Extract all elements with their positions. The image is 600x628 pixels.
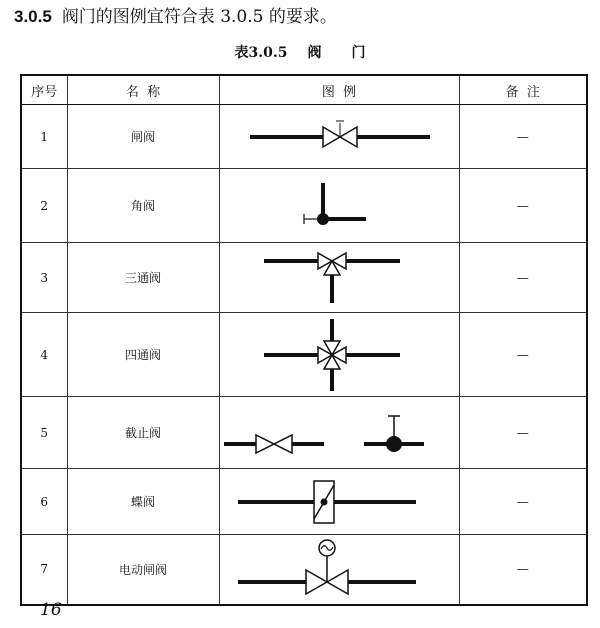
gate-valve-symbol-icon — [220, 113, 460, 161]
row-no: 3 — [21, 243, 67, 313]
table-title-part-1: 阀 — [307, 45, 322, 61]
row-name: 三通阀 — [67, 243, 219, 313]
row-note: — — [459, 469, 587, 535]
row-name: 电动闸阀 — [67, 535, 219, 605]
header-no: 序号 — [21, 75, 67, 105]
row-note: — — [459, 105, 587, 169]
table-caption — [0, 44, 600, 62]
row-symbol — [219, 243, 459, 313]
row-note: — — [459, 535, 587, 605]
table-header-row — [21, 75, 587, 105]
row-name: 闸阀 — [67, 105, 219, 169]
row-symbol — [219, 469, 459, 535]
section-number: 3.0.5 — [14, 7, 52, 26]
table-title-part-2: 门 — [351, 45, 366, 61]
valve-legend-table — [20, 74, 588, 606]
section-text: 阀门的图例宜符合表 3.0.5 的要求。 — [61, 7, 337, 27]
row-symbol — [219, 169, 459, 243]
row-name: 截止阀 — [67, 397, 219, 469]
row-note: — — [459, 313, 587, 397]
three-way-valve-symbol-icon — [220, 247, 460, 309]
row-no: 6 — [21, 469, 67, 535]
row-no: 5 — [21, 397, 67, 469]
four-way-valve-symbol-icon — [220, 317, 460, 393]
table-row — [21, 469, 587, 535]
table-row — [21, 243, 587, 313]
row-no: 7 — [21, 535, 67, 605]
row-name: 角阀 — [67, 169, 219, 243]
header-name: 名 称 — [67, 75, 219, 105]
globe-valve-symbol-icon — [220, 402, 460, 464]
header-note: 备 注 — [459, 75, 587, 105]
table-row — [21, 313, 587, 397]
row-note: — — [459, 397, 587, 469]
table-row — [21, 105, 587, 169]
row-note: — — [459, 243, 587, 313]
section-heading — [14, 6, 337, 28]
row-note: — — [459, 169, 587, 243]
table-number: 表3.0.5 — [234, 45, 288, 61]
angle-valve-symbol-icon — [220, 175, 460, 237]
table-row — [21, 535, 587, 605]
page-number: 16 — [40, 600, 62, 620]
table-row — [21, 169, 587, 243]
row-name: 蝶阀 — [67, 469, 219, 535]
header-symbol: 图 例 — [219, 75, 459, 105]
motorized-gate-valve-symbol-icon — [220, 536, 460, 602]
table-row — [21, 397, 587, 469]
row-no: 2 — [21, 169, 67, 243]
row-name: 四通阀 — [67, 313, 219, 397]
butterfly-valve-symbol-icon — [220, 475, 460, 529]
row-no: 4 — [21, 313, 67, 397]
row-symbol — [219, 313, 459, 397]
row-symbol — [219, 535, 459, 605]
row-symbol — [219, 105, 459, 169]
row-symbol — [219, 397, 459, 469]
row-no: 1 — [21, 105, 67, 169]
